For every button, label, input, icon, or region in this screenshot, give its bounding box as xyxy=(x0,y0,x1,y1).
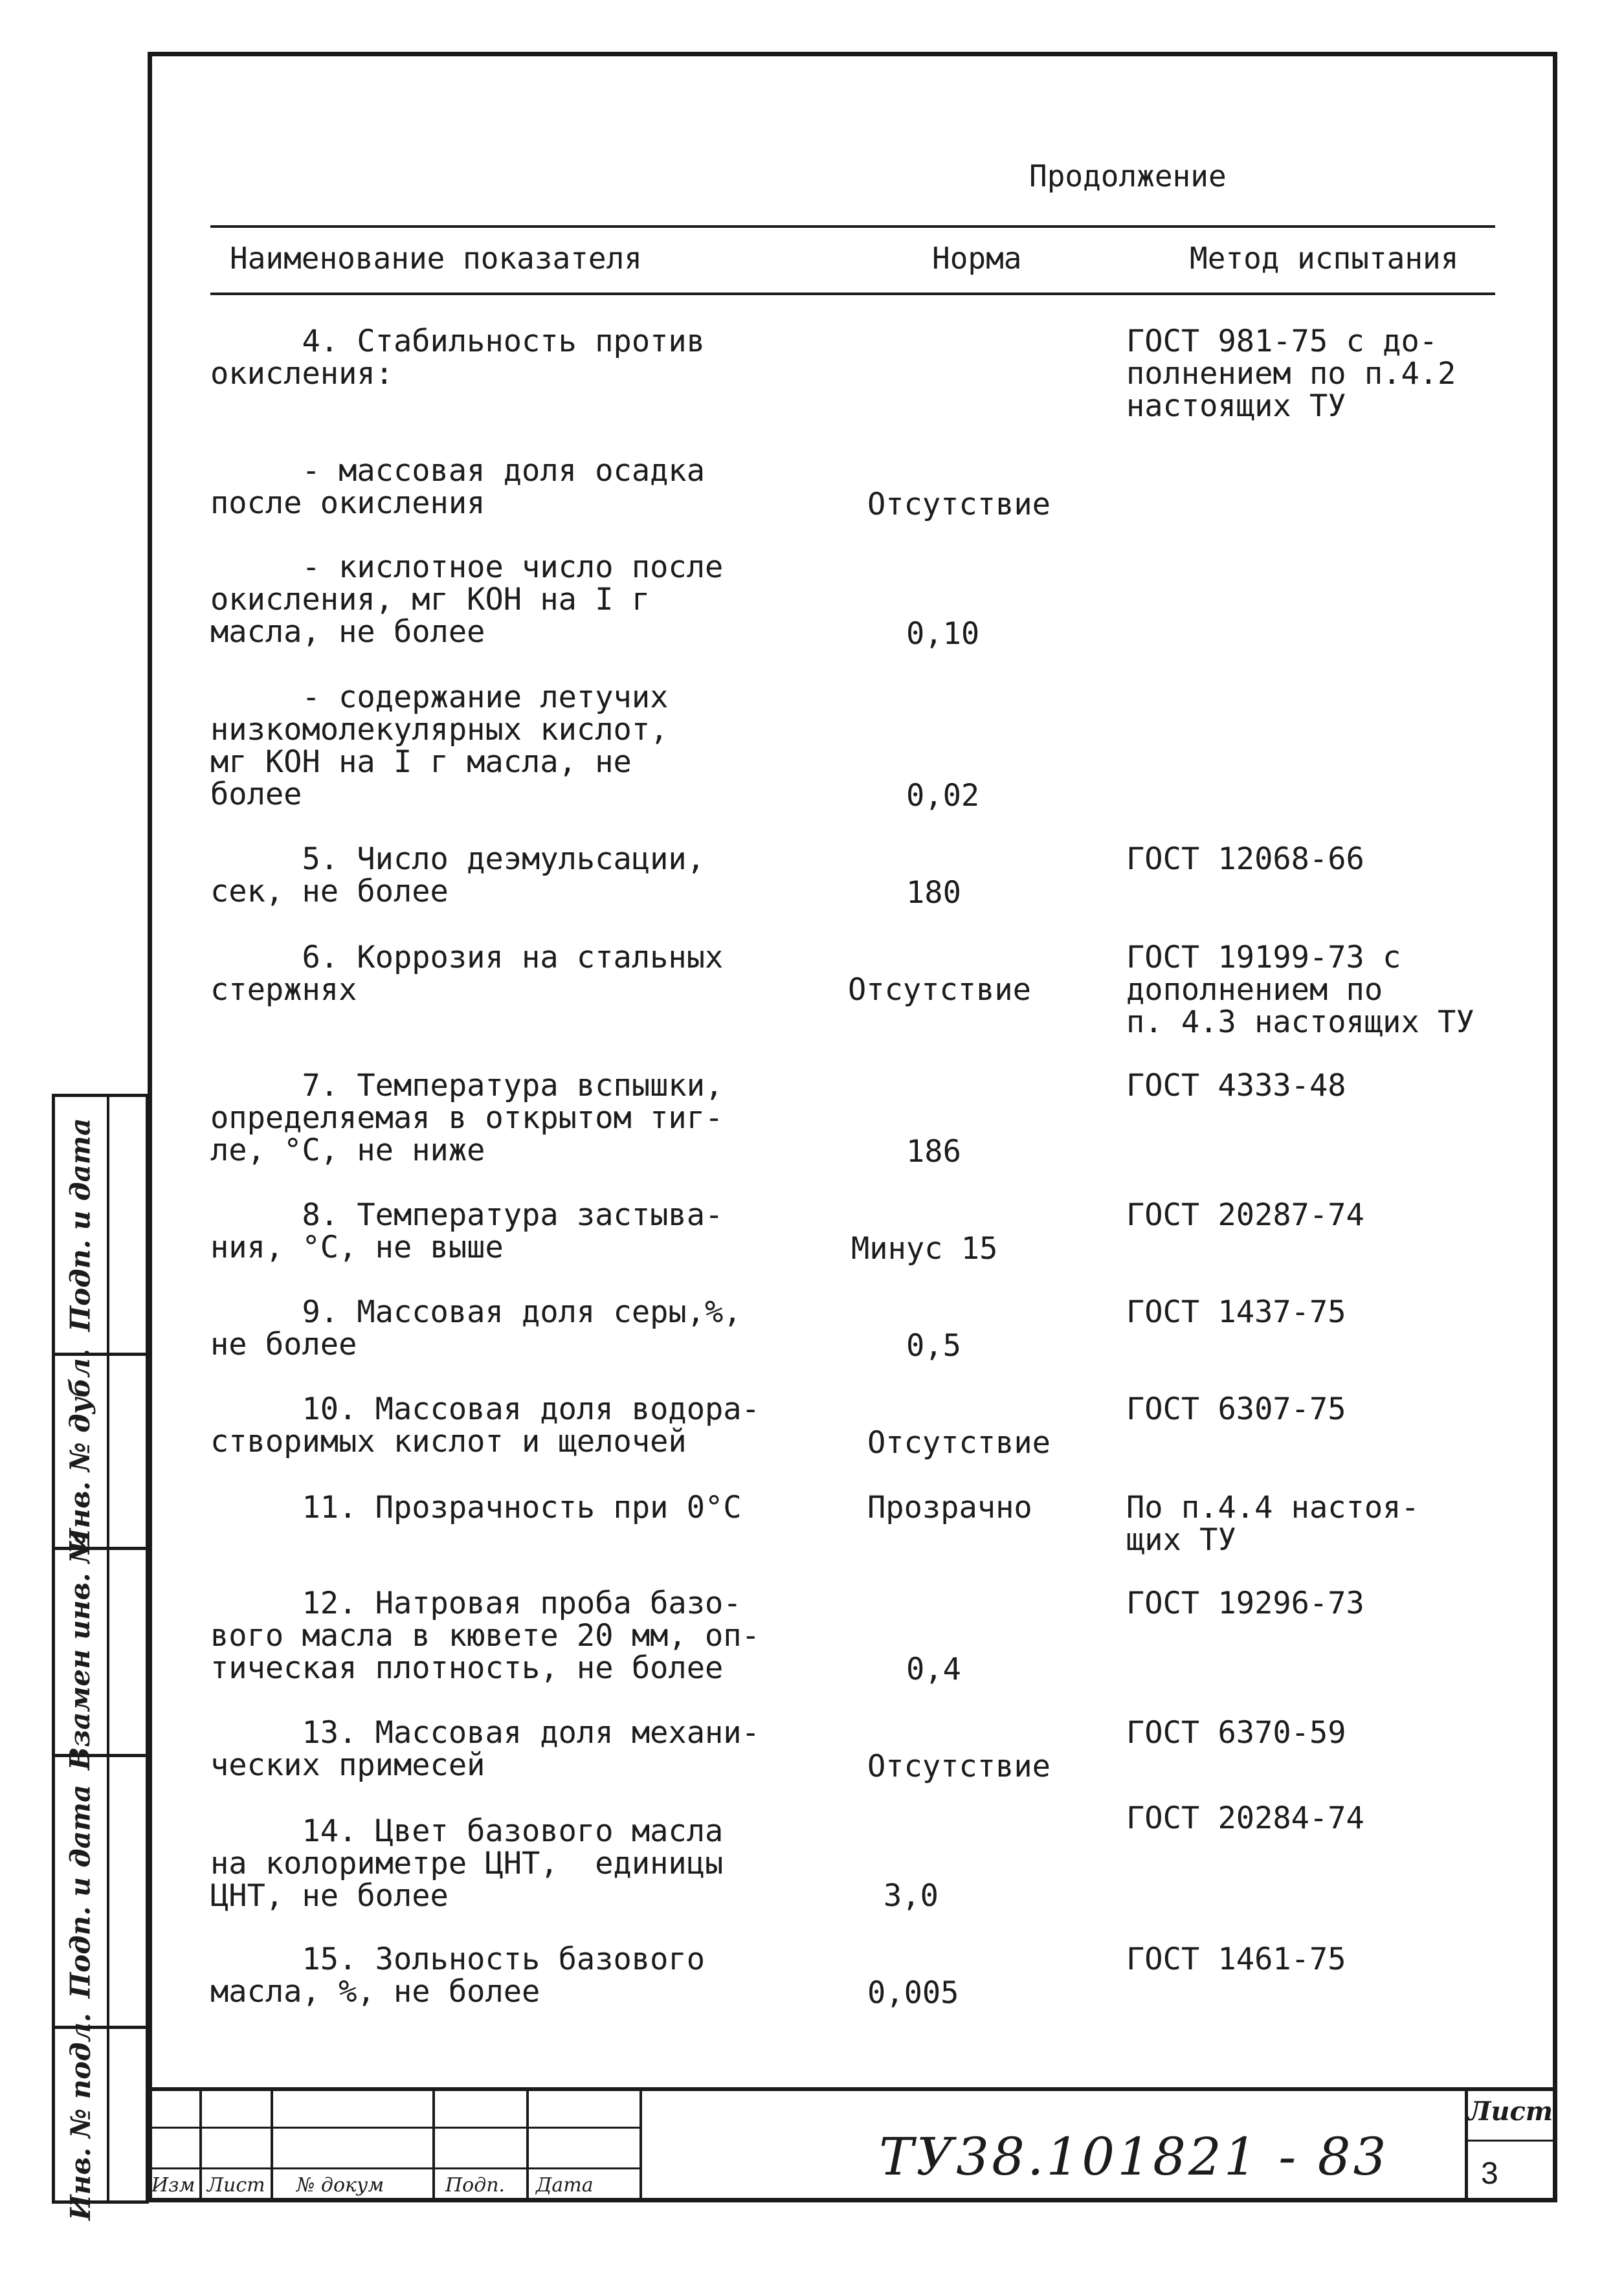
row-13-name: 13. Массовая доля механи- ческих примесей xyxy=(210,1715,760,1783)
row-6-norm: Отсутствие xyxy=(848,972,1031,1008)
header-bottom-rule xyxy=(210,293,1495,295)
row-5-norm: 180 xyxy=(906,875,961,911)
row-4c-name: - содержание летучих низкомолекулярных кислот, мг КОН на I г масла, не более xyxy=(210,680,669,812)
row-9-name: 9. Массовая доля серы,%, не более xyxy=(210,1294,742,1362)
row-10-norm: Отсутствие xyxy=(867,1425,1051,1461)
row-10-method: ГОСТ 6307-75 xyxy=(1126,1391,1346,1427)
row-11-method: По п.4.4 настоя- щих ТУ xyxy=(1126,1490,1419,1558)
stamp-sign-date-2: Подп. и дата xyxy=(55,1757,146,2029)
row-14-norm: 3,0 xyxy=(884,1878,939,1914)
header-method: Метод испытания xyxy=(1190,241,1459,276)
sheet-label: Лист xyxy=(1468,2096,1553,2127)
row-15-method: ГОСТ 1461-75 xyxy=(1126,1942,1346,1977)
row-12-norm: 0,4 xyxy=(906,1652,961,1687)
row-4c-norm: 0,02 xyxy=(906,778,980,814)
row-4b-norm: 0,10 xyxy=(906,616,980,652)
row-8-name: 8. Температура застыва- ния, °С, не выше xyxy=(210,1197,724,1265)
row-6-name: 6. Коррозия на стальных стержнях xyxy=(210,940,724,1008)
row-5-name: 5. Число деэмульсации, сек, не более xyxy=(210,841,706,909)
side-stamp xyxy=(52,1094,149,2221)
stamp-orig-inv: Инв. № подл. xyxy=(64,2012,96,2221)
col-label-date: Дата xyxy=(536,2174,594,2197)
header-norm: Норма xyxy=(932,241,1022,276)
stamp-sign-date-1: Подп. и дата xyxy=(55,1097,146,1356)
row-11-norm: Прозрачно xyxy=(867,1490,1032,1525)
col-label-sign: Подп. xyxy=(445,2174,506,2197)
row-6-method: ГОСТ 19199-73 с дополнением по п. 4.3 настоящих ТУ xyxy=(1126,940,1474,1040)
row-11-name: 11. Прозрачность при 0°С xyxy=(210,1490,742,1525)
sheet-number: 3 xyxy=(1481,2156,1498,2191)
row-8-method: ГОСТ 20287-74 xyxy=(1126,1197,1364,1233)
row-15-norm: 0,005 xyxy=(867,1975,959,2011)
row-14-method: ГОСТ 20284-74 xyxy=(1126,1800,1364,1836)
row-5-method: ГОСТ 12068-66 xyxy=(1126,841,1364,877)
row-10-name: 10. Массовая доля водора- створимых кислот и щелочей xyxy=(210,1391,760,1459)
header-name: Наименование показателя xyxy=(230,241,642,276)
stamp-replace-inv: Взамен инв. № xyxy=(55,1550,146,1757)
row-12-method: ГОСТ 19296-73 xyxy=(1126,1586,1364,1621)
row-14-name: 14. Цвет базового масла на колориметре ЦНТ, единицы ЦНТ, не более xyxy=(210,1813,724,1914)
col-label-doc: № докум xyxy=(296,2174,384,2197)
continuation-label: Продолжение xyxy=(1029,159,1227,194)
row-4-name: 4. Стабильность против окисления: xyxy=(210,324,706,392)
row-9-method: ГОСТ 1437-75 xyxy=(1126,1294,1346,1330)
row-12-name: 12. Натровая проба базо- вого масла в кювете 20 мм, оп- тическая плотность, не более xyxy=(210,1586,760,1686)
row-4a-norm: Отсутствие xyxy=(867,487,1051,522)
row-13-method: ГОСТ 6370-59 xyxy=(1126,1715,1346,1751)
row-4b-name: - кислотное число после окисления, мг КОН на I г масла, не более xyxy=(210,549,724,650)
row-8-norm: Минус 15 xyxy=(851,1231,998,1267)
col-label-rev: Изм xyxy=(151,2174,195,2197)
stamp-dup-inv: Инв. № дубл. xyxy=(55,1356,146,1550)
row-13-norm: Отсутствие xyxy=(867,1749,1051,1784)
row-7-method: ГОСТ 4333-48 xyxy=(1126,1068,1346,1103)
row-7-name: 7. Температура вспышки, определяемая в открытом тиг- ле, °С, не ниже xyxy=(210,1068,724,1168)
row-15-name: 15. Зольность базового масла, %, не более xyxy=(210,1942,706,2010)
col-label-sheet: Лист xyxy=(207,2174,265,2197)
title-block xyxy=(148,2087,1557,2202)
row-7-norm: 186 xyxy=(906,1134,961,1169)
document-code: ТУ38.101821 - 83 xyxy=(879,2127,1389,2187)
header-top-rule xyxy=(210,225,1495,228)
row-9-norm: 0,5 xyxy=(906,1328,961,1364)
row-4-method: ГОСТ 981-75 с до- полнением по п.4.2 настоящих ТУ xyxy=(1126,324,1456,424)
row-4a-name: - массовая доля осадка после окисления xyxy=(210,453,706,521)
